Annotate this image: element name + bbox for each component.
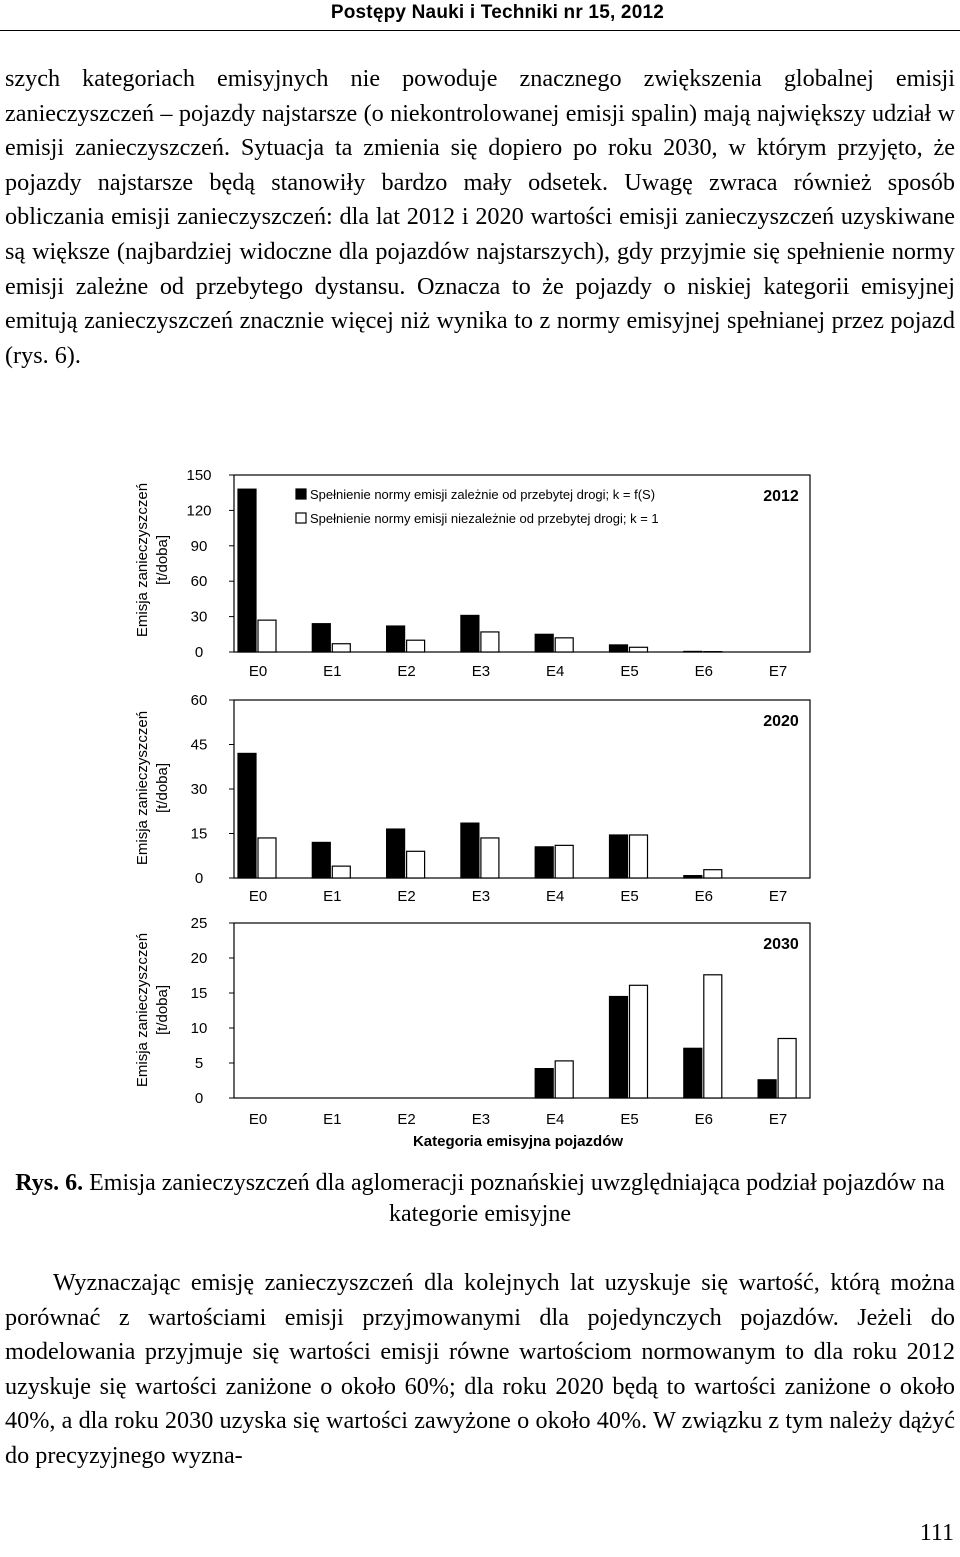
x-tick-label: E1 — [323, 1111, 342, 1128]
x-tick-label: E1 — [323, 663, 342, 680]
panel-title: 2020 — [763, 713, 799, 730]
bar-2030-E6-empty — [704, 975, 722, 1098]
bar-2020-E5-filled — [610, 835, 628, 878]
y-tick-label: 150 — [186, 467, 212, 484]
bar-2020-E6-filled — [684, 876, 702, 878]
bar-2012-E3-filled — [461, 615, 479, 652]
plot-frame — [234, 923, 810, 1098]
bar-2020-E1-empty — [332, 866, 350, 878]
y-axis-label-line-1: Emisja zanieczyszczeń — [134, 932, 151, 1088]
x-tick-label: E2 — [397, 888, 416, 905]
bar-2030-E5-filled — [610, 997, 628, 1099]
bar-2020-E0-filled — [238, 753, 256, 878]
x-tick-label: E7 — [768, 888, 788, 905]
x-tick-label: E0 — [248, 663, 268, 680]
bar-2030-E7-filled — [758, 1080, 776, 1098]
y-tick-label: 0 — [194, 644, 204, 661]
x-tick-label: E7 — [768, 663, 788, 680]
y-tick-label: 60 — [190, 692, 208, 709]
bar-2030-E7-empty — [778, 1039, 796, 1099]
legend-entry: Spełnienie normy emisji zależnie od przebytej drogi; k = f(S) — [310, 487, 656, 502]
emission-bar-charts — [0, 455, 960, 1155]
bar-2012-E1-filled — [312, 624, 330, 652]
bar-2012-E6-filled — [684, 651, 702, 652]
x-tick-label: E0 — [248, 888, 268, 905]
x-tick-label: E3 — [471, 888, 491, 905]
y-tick-label: 15 — [190, 985, 208, 1002]
y-tick-label: 15 — [190, 825, 208, 843]
y-tick-label: 0 — [194, 1090, 204, 1107]
y-tick-label: 120 — [186, 502, 212, 520]
bar-2020-E4-empty — [555, 845, 573, 878]
x-tick-label: E5 — [620, 1111, 639, 1128]
figure-6 — [0, 455, 960, 1155]
caption-label: Rys. 6. — [15, 1170, 84, 1196]
bar-2020-E6-empty — [704, 870, 722, 878]
bar-2020-E5-empty — [630, 835, 648, 878]
y-axis-label-line-2: [t/doba] — [154, 534, 171, 586]
y-tick-label: 20 — [190, 950, 208, 967]
x-tick-label: E5 — [620, 663, 639, 680]
y-axis-label-line-2: [t/doba] — [154, 984, 171, 1036]
header-rule — [0, 30, 960, 31]
x-tick-label: E4 — [546, 1111, 565, 1128]
body-paragraph-1: szych kategoriach emisyjnych nie powoduje znacznego zwiększenia globalnej emisji zanieczyszczeń – pojazdy najstarsze (o niekontrolowanej emisji spalin) mają największy udział w emisji zanieczyszczeń. Sytuacja ta zmienia się dopiero po roku 2030, w którym przyjęto, że pojazdy najstarsze będą stanowiły bardzo mały odsetek. Uwagę zwraca również sposób obliczania emisji zanieczyszczeń: dla lat 2012 i 2020 wartości emisji zanieczyszczeń uzyskiwane są większe (najbardziej widoczne dla pojazdów najstarszych), gdy przyjmie się spełnienie normy emisji zależne od przebytego dystansu. Oznacza to że pojazdy o niskiej kategorii emisyjnej emitują zanieczyszczeń znacznie więcej niż wynika to z normy emisyjnej spełnianej przez pojazd (rys. 6). — [5, 65, 955, 369]
running-header: Postępy Nauki i Techniki nr 15, 2012 — [330, 2, 664, 23]
panel-title: 2030 — [763, 936, 799, 953]
bar-2012-E3-empty — [481, 632, 499, 652]
y-tick-label: 45 — [190, 736, 208, 754]
y-axis-label — [134, 933, 171, 1087]
bar-2012-E0-filled — [238, 489, 256, 652]
page-number: 111 — [919, 1520, 954, 1546]
legend — [292, 481, 740, 533]
x-tick-label: E7 — [768, 1111, 788, 1128]
bar-2020-E0-empty — [258, 838, 276, 878]
bar-2020-E4-filled — [535, 847, 553, 878]
bar-2012-E5-empty — [630, 647, 648, 652]
bar-2030-E6-filled — [684, 1048, 702, 1098]
bar-2020-E3-filled — [461, 823, 479, 878]
bar-2012-E2-empty — [407, 640, 425, 652]
bar-2012-E1-empty — [332, 644, 350, 652]
y-axis-label — [134, 711, 171, 865]
y-tick-label: 0 — [194, 870, 204, 887]
y-tick-label: 5 — [194, 1055, 204, 1072]
y-tick-label: 25 — [190, 915, 208, 932]
x-tick-label: E6 — [694, 663, 713, 680]
bar-2012-E5-filled — [610, 645, 628, 652]
x-tick-label: E1 — [323, 888, 342, 905]
x-tick-label: E2 — [397, 663, 416, 680]
chart-panel-2020 — [134, 692, 810, 905]
y-axis-label-line-1: Emisja zanieczyszczeń — [134, 482, 151, 638]
x-tick-label: E4 — [546, 663, 565, 680]
bar-2012-E4-empty — [555, 638, 573, 652]
panel-title: 2012 — [763, 488, 799, 505]
x-tick-label: E2 — [397, 1111, 416, 1128]
bar-2030-E5-empty — [630, 985, 648, 1098]
y-axis-label — [134, 483, 171, 637]
legend-swatch — [296, 513, 306, 523]
bar-2030-E4-filled — [535, 1069, 553, 1098]
bar-2020-E2-filled — [387, 829, 405, 878]
legend-swatch — [296, 489, 306, 499]
y-axis-label-line-2: [t/doba] — [154, 762, 171, 814]
bar-2020-E1-filled — [312, 842, 330, 878]
chart-panel-2030 — [134, 915, 810, 1150]
bar-2020-E2-empty — [407, 851, 425, 878]
y-tick-label: 90 — [190, 537, 208, 555]
body-paragraph-2: Wyznaczając emisję zanieczyszczeń dla kolejnych lat uzyskuje się wartość, którą można porównać z wartościami emisji przyjmowanymi dla pojedynczych pojazdów. Jeżeli do modelowania przyjmuje się wartości emisji równe wartościom normowanym to dla roku 2012 uzyskuje się wartości zaniżone o około 60%; dla roku 2020 będą to wartości zaniżone o około 40%, a dla roku 2030 uzyska się wartości zawyżone o około 40%. W związku z tym należy dążyć do precyzyjnego wyzna- — [5, 1269, 955, 1469]
caption-text: Emisja zanieczyszczeń dla aglomeracji poznańskiej uwzględniająca podział pojazdów na kategorie emisyjne — [89, 1170, 945, 1227]
x-tick-label: E4 — [546, 888, 565, 905]
bar-2012-E2-filled — [387, 626, 405, 652]
x-tick-label: E5 — [620, 888, 639, 905]
x-axis-label: Kategoria emisyjna pojazdów — [412, 1133, 624, 1150]
bar-2020-E3-empty — [481, 838, 499, 878]
bar-2012-E4-filled — [535, 634, 553, 652]
y-tick-label: 10 — [190, 1020, 208, 1037]
y-tick-label: 30 — [190, 608, 208, 626]
legend-entry: Spełnienie normy emisji niezależnie od przebytej drogi; k = 1 — [310, 511, 659, 526]
y-tick-label: 30 — [190, 781, 208, 798]
y-tick-label: 60 — [190, 573, 208, 591]
chart-panel-2012 — [134, 467, 810, 680]
x-tick-label: E3 — [471, 663, 491, 680]
figure-caption — [0, 1168, 960, 1230]
x-tick-label: E0 — [248, 1111, 268, 1128]
x-tick-label: E6 — [694, 888, 713, 905]
x-tick-label: E3 — [471, 1111, 491, 1128]
x-tick-label: E6 — [694, 1111, 713, 1128]
bar-2030-E4-empty — [555, 1061, 573, 1098]
bar-2012-E0-empty — [258, 620, 276, 652]
y-axis-label-line-1: Emisja zanieczyszczeń — [134, 710, 151, 866]
